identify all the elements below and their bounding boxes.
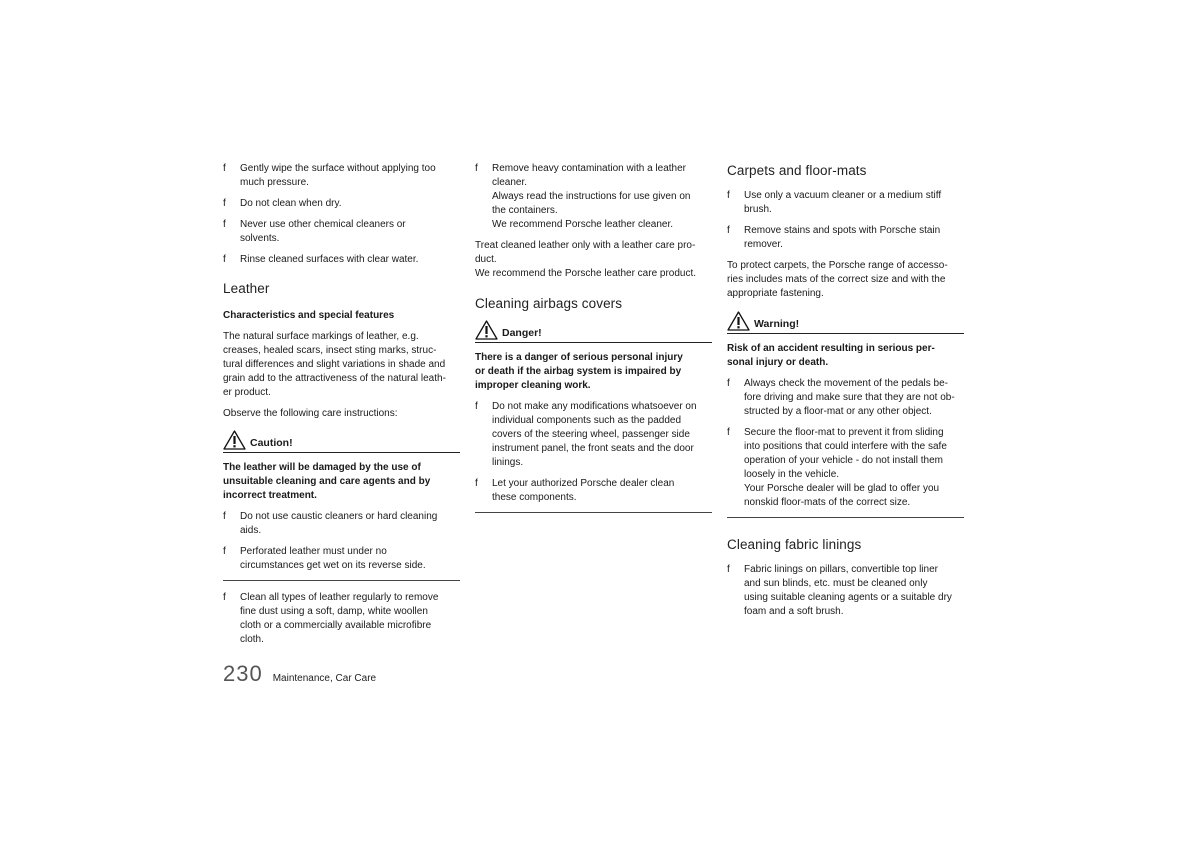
bullet-list — [223, 510, 460, 573]
page-number: 230 — [223, 661, 263, 686]
list-item-text — [240, 253, 460, 267]
text-line: cleaner. — [492, 177, 528, 188]
text-line: cloth or a commercially available microfibre — [240, 620, 432, 631]
warning-triangle-icon — [727, 311, 750, 331]
list-item — [727, 224, 964, 252]
text-line: nonskid floor-mats of the correct size. — [744, 497, 911, 508]
text-line: using suitable cleaning agents or a suitable dry — [744, 592, 952, 603]
danger-header — [475, 320, 712, 343]
warning-triangle-icon — [223, 430, 246, 450]
text-line: instrument panel, the front seats and the door — [492, 443, 694, 454]
text-line: Never use other chemical cleaners or — [240, 219, 406, 230]
list-item-text — [744, 189, 964, 217]
text-line: cloth. — [240, 634, 264, 645]
bullet-list — [223, 591, 460, 647]
text-line: individual components such as the padded — [492, 415, 682, 426]
text-line: er product. — [223, 387, 271, 398]
list-item — [223, 591, 460, 647]
text-line: incorrect treatment. — [223, 490, 317, 501]
text-line: Rinse cleaned surfaces with clear water. — [240, 254, 419, 265]
warning-text — [727, 342, 964, 370]
column-1 — [223, 162, 460, 654]
bullet-marker: f — [475, 478, 478, 489]
text-line: fore driving and make sure that they are not ob- — [744, 392, 955, 403]
text-line: Do not make any modifications whatsoever on — [492, 401, 697, 412]
list-item-text — [492, 400, 712, 470]
list-item — [223, 253, 460, 267]
list-item-text — [240, 591, 460, 647]
bullet-marker: f — [223, 219, 226, 230]
text-line: Clean all types of leather regularly to remove — [240, 592, 439, 603]
text-line: Remove stains and spots with Porsche stain — [744, 225, 941, 236]
bullet-list — [475, 162, 712, 232]
column-3 — [727, 162, 964, 626]
text-line: structed by a floor-mat or any other object. — [744, 406, 932, 417]
bullet-marker: f — [727, 225, 730, 236]
list-item — [223, 545, 460, 573]
text-line: circumstances get wet on its reverse side. — [240, 560, 426, 571]
list-item-text — [240, 545, 460, 573]
list-item-text — [240, 162, 460, 190]
text-line: Your Porsche dealer will be glad to offer you — [744, 483, 940, 494]
list-item — [223, 510, 460, 538]
text-line: Fabric linings on pillars, convertible top liner — [744, 564, 938, 575]
list-item — [223, 162, 460, 190]
list-item-text — [240, 197, 460, 211]
bullet-marker: f — [475, 401, 478, 412]
text-line: tural differences and slight variations in shade and — [223, 359, 446, 370]
text-line: improper cleaning work. — [475, 380, 591, 391]
bullet-marker: f — [727, 378, 730, 389]
list-item — [223, 218, 460, 246]
text-line: these components. — [492, 492, 577, 503]
text-line: into positions that could interfere with the safe — [744, 441, 947, 452]
text-line: Risk of an accident resulting in serious per- — [727, 343, 935, 354]
warning-triangle-icon — [475, 320, 498, 340]
text-line: We recommend Porsche leather cleaner. — [492, 219, 674, 230]
divider — [223, 580, 460, 581]
divider — [475, 512, 712, 513]
paragraph-observe: Observe the following care instructions: — [223, 408, 398, 419]
bullet-marker: f — [475, 163, 478, 174]
list-item-text — [240, 510, 460, 538]
list-item-text — [744, 377, 964, 419]
text-line: covers of the steering wheel, passenger side — [492, 429, 690, 440]
heading-leather: Leather — [223, 281, 270, 296]
text-line: The natural surface markings of leather, e.g. — [223, 331, 419, 342]
text-line: We recommend the Porsche leather care product. — [475, 268, 697, 279]
heading-carpets: Carpets and floor-mats — [727, 163, 867, 178]
paragraph-protect — [727, 259, 964, 301]
caution-label: Caution! — [250, 437, 293, 449]
bullet-marker: f — [223, 254, 226, 265]
list-item — [727, 563, 964, 619]
text-line: loosely in the vehicle. — [744, 469, 840, 480]
text-line: Use only a vacuum cleaner or a medium stiff — [744, 190, 942, 201]
text-line: Always read the instructions for use given on — [492, 191, 691, 202]
warning-header — [727, 311, 964, 334]
list-item — [475, 162, 712, 232]
list-item-text — [240, 218, 460, 246]
text-line: unsuitable cleaning and care agents and by — [223, 476, 431, 487]
text-line: grain add to the attractiveness of the natural leath- — [223, 373, 446, 384]
text-line: solvents. — [240, 233, 280, 244]
text-line: linings. — [492, 457, 524, 468]
text-line: Perforated leather must under no — [240, 546, 387, 557]
bullet-marker: f — [223, 546, 226, 557]
bullet-marker: f — [727, 190, 730, 201]
list-item-text — [744, 563, 964, 619]
text-line: Gently wipe the surface without applying too — [240, 163, 436, 174]
list-item — [475, 400, 712, 470]
bullet-marker: f — [223, 198, 226, 209]
text-line: foam and a soft brush. — [744, 606, 844, 617]
text-line: Secure the floor-mat to prevent it from sliding — [744, 427, 944, 438]
bullet-marker: f — [223, 511, 226, 522]
text-line: appropriate fastening. — [727, 288, 824, 299]
text-line: brush. — [744, 204, 772, 215]
bullet-list — [223, 162, 460, 267]
list-item — [727, 189, 964, 217]
danger-text — [475, 351, 712, 393]
subheading-characteristics: Characteristics and special features — [223, 310, 395, 321]
text-line: sonal injury or death. — [727, 357, 829, 368]
bullet-list — [727, 563, 964, 619]
text-line: Let your authorized Porsche dealer clean — [492, 478, 675, 489]
divider — [727, 517, 964, 518]
text-line: The leather will be damaged by the use of — [223, 462, 421, 473]
bullet-list — [475, 400, 712, 505]
page-footer — [223, 661, 376, 687]
text-line: duct. — [475, 254, 497, 265]
list-item-text — [744, 426, 964, 510]
list-item — [475, 477, 712, 505]
text-line: operation of your vehicle - do not install them — [744, 455, 943, 466]
text-line: remover. — [744, 239, 783, 250]
bullet-marker: f — [223, 163, 226, 174]
caution-text — [223, 461, 460, 503]
bullet-list — [727, 189, 964, 252]
section-name: Maintenance, Car Care — [272, 673, 377, 684]
danger-label: Danger! — [502, 327, 542, 339]
bullet-marker: f — [223, 592, 226, 603]
caution-header — [223, 430, 460, 453]
text-line: Remove heavy contamination with a leather — [492, 163, 686, 174]
list-item — [727, 426, 964, 510]
text-line: Do not clean when dry. — [240, 198, 342, 209]
text-line: Always check the movement of the pedals be- — [744, 378, 948, 389]
bullet-list — [727, 377, 964, 510]
bullet-marker: f — [727, 427, 730, 438]
paragraph-treat — [475, 239, 712, 281]
text-line: much pressure. — [240, 177, 309, 188]
heading-fabric: Cleaning fabric linings — [727, 537, 862, 552]
column-2 — [475, 162, 712, 523]
text-line: Do not use caustic cleaners or hard cleaning — [240, 511, 438, 522]
warning-label: Warning! — [754, 318, 800, 330]
text-line: or death if the airbag system is impaired by — [475, 366, 682, 377]
text-line: To protect carpets, the Porsche range of accesso- — [727, 260, 948, 271]
text-line: the containers. — [492, 205, 558, 216]
list-item — [223, 197, 460, 211]
text-line: Treat cleaned leather only with a leather care pro- — [475, 240, 696, 251]
bullet-marker: f — [727, 564, 730, 575]
text-line: fine dust using a soft, damp, white woollen — [240, 606, 428, 617]
text-line: There is a danger of serious personal injury — [475, 352, 683, 363]
text-line: aids. — [240, 525, 262, 536]
text-line: ries includes mats of the correct size and with the — [727, 274, 946, 285]
paragraph-natural — [223, 330, 460, 400]
heading-airbags: Cleaning airbags covers — [475, 296, 623, 311]
list-item-text — [492, 162, 712, 232]
text-line: and sun blinds, etc. must be cleaned only — [744, 578, 928, 589]
list-item-text — [744, 224, 964, 252]
list-item-text — [492, 477, 712, 505]
text-line: creases, healed scars, insect sting marks, struc- — [223, 345, 437, 356]
list-item — [727, 377, 964, 419]
